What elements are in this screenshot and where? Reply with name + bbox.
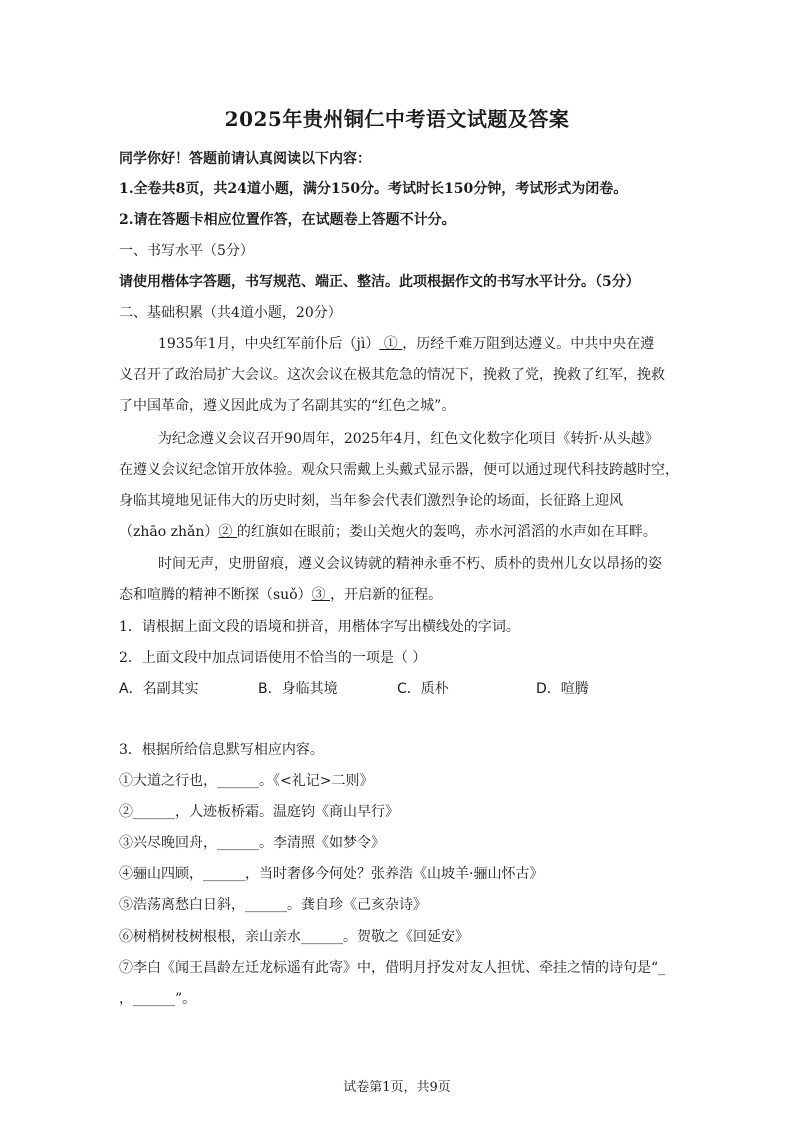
question-3: 3．根据所给信息默写相应内容。: [119, 742, 324, 758]
option-d: D．喧腾: [536, 681, 589, 697]
section-1-description: 请使用楷体字答题，书写规范、端正、整洁。此项根据作文的书写水平计分。（5分）: [119, 274, 640, 290]
option-b: B．身临其境: [258, 681, 338, 697]
passage-text: 态和喧腾的精神不断探（suǒ）: [119, 587, 312, 603]
recitation-item-6: ⑥树梢树枝树根根，亲山亲水______。贺敬之《回延安》: [119, 929, 469, 945]
blank-3: ③: [311, 587, 331, 603]
recitation-item-5: ⑤浩荡离愁白日斜，______。龚自珍《己亥杂诗》: [119, 897, 427, 913]
blank-1: ①: [379, 336, 403, 352]
option-c: C．质朴: [397, 681, 449, 697]
pinyin-hint: （zhāo zhǎn）: [119, 524, 219, 540]
passage-paragraph-3-line-1: 时间无声，史册留痕，遵义会议铸就的精神永垂不朽、质朴的贵州儿女以昂扬的姿: [158, 556, 662, 572]
page-footer: 试卷第1页，共9页: [343, 1080, 451, 1095]
page-title: 2025年贵州铜仁中考语文试题及答案: [224, 107, 570, 131]
option-a: A．名副其实: [119, 681, 199, 697]
question-1: 1．请根据上面文段的语境和拼音，用楷体字写出横线处的字词。: [119, 619, 520, 635]
recitation-item-7: ⑦李白《闻王昌龄左迁龙标遥有此寄》中，借明月抒发对友人担忧、牵挂之情的诗句是“_: [119, 960, 666, 976]
notice-rule-1: 1.全卷共8页，共24道小题，满分150分。考试时长150分钟，考试形式为闭卷。: [119, 181, 628, 197]
passage-text: 1935年1月，中央红军前仆后（jì）: [158, 336, 380, 352]
recitation-item-7-continued: ，______”。: [119, 991, 197, 1007]
passage-paragraph-2-line-4: [119, 521, 657, 541]
passage-paragraph-2-line-3: 身临其境地见证伟大的历史时刻，当年参会代表们激烈争论的场面，长征路上迎风: [119, 493, 623, 509]
passage-text: 的红旗如在眼前；娄山关炮火的轰鸣，赤水河滔滔的水声如在耳畔。: [236, 524, 657, 540]
passage-text: ，开启新的征程。: [330, 587, 443, 603]
passage-paragraph-1-line-2: 义召开了政治局扩大会议。这次会议在极其危急的情况下，挽救了党，挽救了红军，挽救: [119, 367, 665, 383]
recitation-item-3: ③兴尽晚回舟，______。李清照《如梦令》: [119, 835, 385, 851]
passage-paragraph-1-line-3: 了中国革命，遵义因此成为了名副其实的“红色之城”。: [119, 398, 456, 414]
passage-paragraph-2-line-2: 在遵义会议纪念馆开放体验。观众只需戴上头戴式显示器，便可以通过现代科技跨越时空，: [119, 462, 679, 478]
question-2: 2．上面文段中加点词语使用不恰当的一项是（ ）: [119, 650, 427, 666]
passage-paragraph-2-line-1: 为纪念遵义会议召开90周年，2025年4月，红色文化数字化项目《转折·从头越》: [158, 431, 659, 447]
notice-rule-2: 2.请在答题卡相应位置作答，在试题卷上答题不计分。: [119, 212, 456, 228]
blank-2: ②: [218, 524, 237, 540]
section-1-heading: 一、书写水平（5分）: [119, 243, 254, 259]
recitation-item-1: ①大道之行也，______。《<礼记>二则》: [119, 773, 374, 789]
passage-paragraph-3-line-2: [119, 584, 442, 604]
section-2-heading: 二、基础积累（共4道小题，20分）: [119, 305, 342, 321]
recitation-item-2: ②______，人迹板桥霜。温庭钧《商山早行》: [119, 804, 399, 820]
notice-greeting: 同学你好！答题前请认真阅读以下内容：: [119, 151, 371, 167]
passage-paragraph-1-line-1: [158, 333, 654, 353]
passage-text: ，历经千难万阻到达遵义。中共中央在遵: [402, 336, 655, 352]
recitation-item-4: ④骊山四顾，______，当时奢侈今何处？张养浩《山坡羊·骊山怀古》: [119, 866, 544, 882]
